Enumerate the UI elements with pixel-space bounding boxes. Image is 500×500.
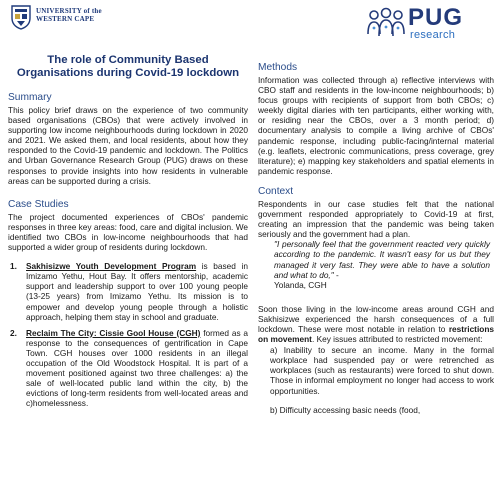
context-para2-bold: restrictions on movement (258, 323, 494, 345)
movement-issues-list (258, 345, 494, 415)
resident-quote (258, 239, 494, 279)
uwc-wordmark (36, 7, 102, 23)
uwc-line-1: UNIVERSITY of the (36, 7, 102, 15)
issue-item-a: a) Inability to secure an income. Many in the formal workplace had suspended pay or were retrenched as workplaces (such as restaurants) were forced to shut down. Those in informal employment no longer had access to work opportunities. (270, 345, 494, 396)
methods-paragraph: Information was collected through a) reflective interviews with CBO staff and residents in the low-income neighbourhoods; b) focus groups with recipients of support from both CBOs; c) weekly digital diaries with ten participants, either working with, or residing near the CBOs, over a 3 month period; d) documentary analysis to compile a living archive of CBOs' pandemic response, including public-facing/internal material (e.g. leaflets, electronic communications, press coverage, grey literature); e) mapping key stakeholders and spatial elements in pandemic response. (258, 75, 494, 176)
pug-subtitle: research (410, 29, 456, 41)
uwc-crest-icon (10, 4, 32, 30)
quote-attribution: Yolanda, CGH (274, 279, 327, 290)
case-study-name: Sakhisizwe Youth Development Program (26, 261, 197, 272)
title-line-1: The role of Community Based (47, 54, 209, 66)
context-heading: Context (258, 185, 294, 197)
case-study-text: formed as a response to the consequences of gentrification in Cape Town. CGH houses over 1000 residents in an illegal occupation of the Old Woodstock Hospital. It is part of a movement positioned against two three challenges: a) the sale of well-located public land within the city, b) the evictions of long-term residents from well-located areas and c)homelessness. (26, 327, 248, 409)
case-studies-intro: The project documented experiences of CBOs' pandemic responses in three key areas: food, care and digital inclusion. We identified two CBOs in low-income neighbourhoods that had supported a wider group of residents during lockdown. (8, 211, 248, 253)
context-paragraph-1: Respondents in our case studies felt that the national government responded appropriately to Covid-19 at first, creating an impression that the pandemic was being taken seriously and the government had a plan. (258, 198, 494, 240)
context-para2-part2: . Key issues attributed to restricted movement: (311, 334, 483, 345)
case-study-text: is based in Imizamo Yethu, Hout Bay. It offers mentorship, academic support and leadership support to over 100 young people (13-25 years) from Imizamo Yethu. Its mission is to empower and develop young people through a holistic approach, helping them stay in school and graduate. (26, 261, 248, 322)
case-study-name: Reclaim The City: Cissie Gool House (CGH) (26, 327, 201, 338)
case-study-item (10, 261, 248, 322)
title-line-2: Organisations during Covid-19 lockdown (16, 67, 240, 79)
methods-heading: Methods (258, 62, 298, 73)
case-study-number: 2. (10, 327, 17, 338)
page-header (0, 0, 500, 48)
pug-title: PUG (408, 4, 464, 31)
case-study-number: 1. (10, 261, 17, 272)
quote-text: "I personally feel that the government reacted very quickly according to the pandemic. It wasn't easy for us but they managed it very fast. They were able to have a solution and what to do," (274, 239, 490, 280)
pug-research-logo (366, 4, 496, 44)
case-study-list (8, 261, 248, 408)
issue-item-b: b) Difficulty accessing basic needs (food, (270, 404, 421, 415)
uwc-line-2: WESTERN CAPE (36, 15, 95, 23)
document-title (8, 54, 248, 80)
people-icon (366, 6, 406, 40)
quote-dash: - (333, 269, 339, 280)
left-column (8, 52, 248, 414)
case-studies-heading: Case Studies (8, 198, 69, 210)
summary-heading: Summary (8, 92, 52, 103)
context-para2-part1: Soon those living in the low-income areas around CGH and Sakhisizwe experienced the harsh consequences of a full lockdown. These were most notable in relation to (258, 303, 494, 334)
summary-paragraph: This policy brief draws on the experience of two community based organisations (CBOs) that were actively involved in supporting low income neighbourhoods during lockdown in 2020 and 2021. We asked them, and local residents, about how they responded to the Covid-19 pandemic and lockdown. The Politics and Urban Governance Research Group (PUG) draws on these responses to provide insights into how residents in vulnerable areas can be supported during a crisis. (8, 105, 248, 186)
context-paragraph-2 (258, 304, 494, 344)
right-column (258, 62, 494, 415)
case-study-item (10, 327, 248, 409)
